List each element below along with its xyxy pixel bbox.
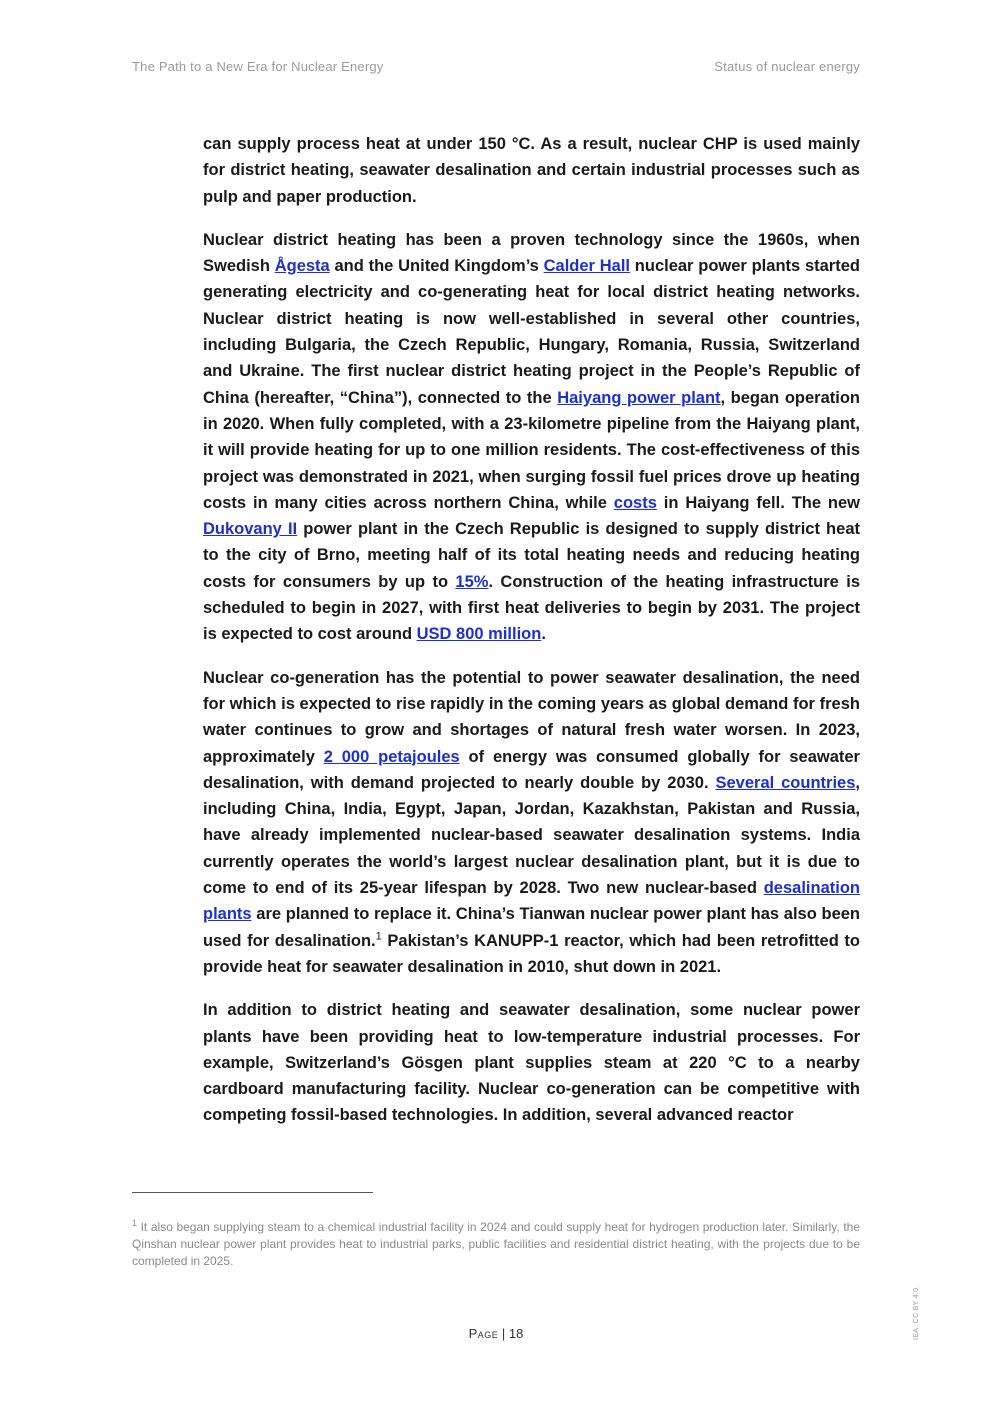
running-header-title: The Path to a New Era for Nuclear Energy [132, 59, 384, 74]
footnote-number: 1 [132, 1218, 138, 1228]
footnote-ref[interactable]: 1 [375, 930, 382, 943]
link-haiyang-power-plant[interactable]: Haiyang power plant [557, 388, 721, 407]
link-2000-petajoules[interactable]: 2 000 petajoules [323, 747, 460, 766]
link-agesta[interactable]: Ågesta [274, 257, 330, 276]
p3-text: are planned to replace it. China’s Tianwan nuclear power plant has also been used for desalination. [203, 905, 860, 950]
main-text [203, 131, 860, 1146]
p3-text: of energy was consumed globally for seawater desalination, with demand projected to nearly double by 2030. [203, 747, 860, 792]
paragraph-2 [203, 227, 860, 648]
link-desalination-plants[interactable]: desalination plants [203, 879, 860, 924]
page-number [0, 1326, 992, 1341]
link-15-percent[interactable]: 15% [455, 572, 489, 591]
p2-text: Nuclear district heating has been a proven technology since the 1960s, when Swedish [203, 230, 860, 276]
paragraph-4 [203, 997, 860, 1128]
page-label: Page [468, 1326, 499, 1341]
link-calder-hall[interactable]: Calder Hall [543, 257, 631, 276]
paragraph-3 [203, 665, 860, 981]
p3-text: Nuclear co-generation has the potential to power seawater desalination, the need for which is expected to rise rapidly in the coming years as global demand for fresh water continues to grow and shortages of natural fresh water worsen. In 2023, approximately [203, 668, 860, 766]
page-number-value: 18 [508, 1326, 524, 1341]
p2-text: and the United Kingdom’s [329, 257, 544, 276]
footnote [132, 1219, 860, 1270]
footnote-text: It also began supplying steam to a chemical industrial facility in 2024 and could supply heat for hydrogen production later. Similarly, the Qinshan nuclear power plant provides heat to industrial parks, public facilities and residential district heating, with the projects due to be completed in 2025. [132, 1220, 860, 1268]
link-usd-800-million[interactable]: USD 800 million [416, 625, 542, 644]
p2-text: power plant in the Czech Republic is designed to supply district heat to the city of Brno, meeting half of its total heating needs and reducing heating costs for consumers by up to [203, 520, 860, 591]
running-header-section: Status of nuclear energy [714, 59, 860, 74]
paragraph-1 [203, 131, 860, 210]
p4-text: In addition to district heating and seawater desalination, some nuclear power plants have been providing heat to low-temperature industrial processes. For example, Switzerland’s Gösgen plant supplies steam at 220 °C to a nearby cardboard manufacturing facility. Nuclear co-generation can be competitive with competing fossil-based technologies. In addition, several advanced reactor [203, 1001, 860, 1125]
link-several-countries[interactable]: Several countries [715, 773, 856, 792]
p1-text: can supply process heat at under 150 °C. As a result, nuclear CHP is used mainly for district heating, seawater desalination and certain industrial processes such as pulp and paper production. [203, 135, 860, 206]
p3-text: , including China, India, Egypt, Japan, Jordan, Kazakhstan, Pakistan and Russia, have already implemented nuclear-based seawater desalination systems. India currently operates the world’s largest nuclear desalination plant, but it is due to come to end of its 25-year lifespan by 2028. Two new nuclear-based [203, 773, 860, 898]
link-costs[interactable]: costs [613, 493, 657, 512]
footnote-divider [132, 1192, 373, 1193]
p2-text: in Haiyang fell. The new [656, 493, 860, 512]
p3-text: Pakistan’s KANUPP-1 reactor, which had been retrofitted to provide heat for seawater desalination in 2010, shut down in 2021. [203, 931, 860, 976]
link-dukovany-ii[interactable]: Dukovany II [203, 520, 298, 539]
page-separator: | [498, 1326, 509, 1341]
license-notice: IEA. CC BY 4.0. [913, 1285, 920, 1340]
p2-text: , began operation in 2020. When fully completed, with a 23-kilometre pipeline from the Haiyang plant, it will provide heating for up to one million residents. The cost-effectiveness of this project was demonstrated in 2021, when surging fossil fuel prices drove up heating costs in many cities across northern China, while [203, 388, 860, 512]
p2-text: . Construction of the heating infrastructure is scheduled to begin in 2027, with first heat deliveries to begin by 2031. The project is expected to cost around [203, 572, 860, 644]
p2-text: nuclear power plants started generating electricity and co-generating heat for local district heating networks. Nuclear district heating is now well-established in several other countries, including Bulgaria, the Czech Republic, Hungary, Romania, Russia, Switzerland and Ukraine. The first nuclear district heating project in the People’s Republic of China (hereafter, “China”), connected to the [203, 257, 860, 407]
p2-text: . [541, 625, 546, 644]
